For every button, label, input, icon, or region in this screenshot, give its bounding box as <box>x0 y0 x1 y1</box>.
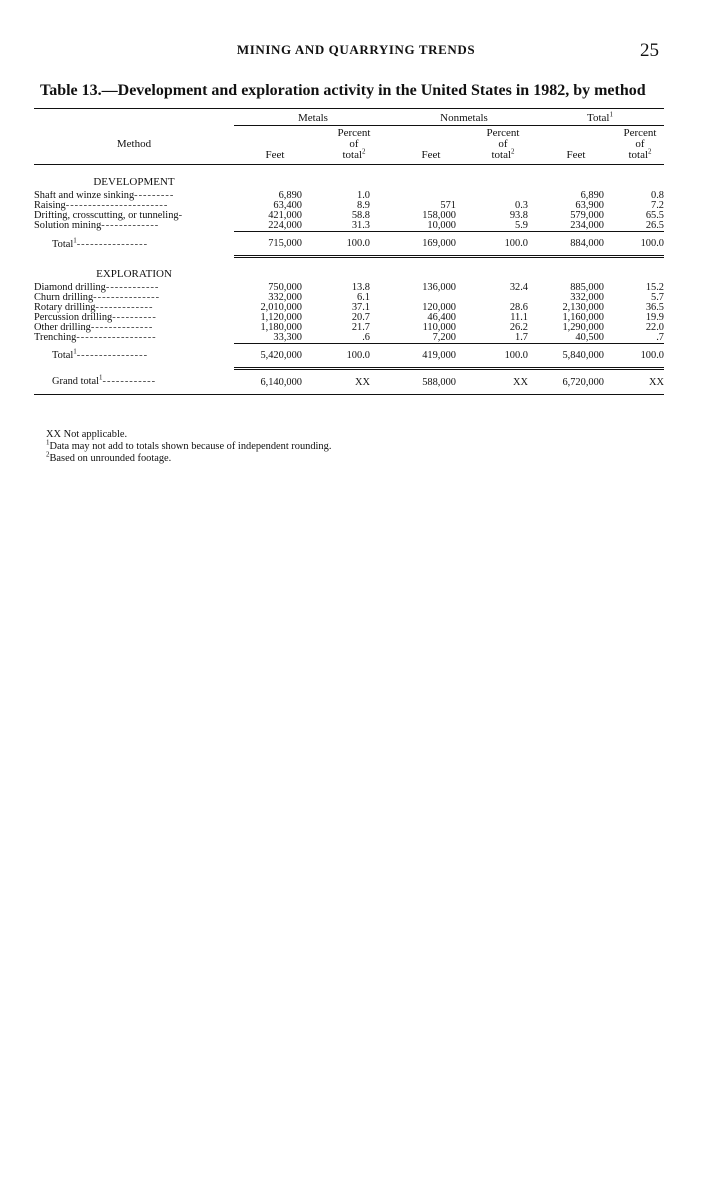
table-row: Drifting, crosscutting, or tunneling- 421,000 58.8 158,000 93.8 579,000 65.5 <box>34 211 664 221</box>
row-method: Churn drilling <box>34 292 94 303</box>
column-header-method: Method <box>116 137 152 150</box>
running-head: MINING AND QUARRYING TRENDS <box>236 42 476 57</box>
column-header-total-feet: Feet <box>566 149 586 161</box>
development-exploration-table <box>34 108 664 395</box>
group-header-metals: Metals <box>234 109 392 126</box>
row-method: Trenching <box>34 332 77 343</box>
footnote-2: $^2$Based on unrounded footage. <box>46 450 172 464</box>
table-row: Other drilling-------------- 1,180,000 21.7 110,000 26.2 1,290,000 22.0 <box>34 322 664 333</box>
row-method: Percussion drilling <box>34 312 113 323</box>
table-row: Churn drilling--------------- 332,000 6.1 332,000 5.7 <box>34 292 664 303</box>
column-header-metals-feet: Feet <box>265 149 285 161</box>
grand-total-row: Grand total$^1$------------ 6,140,000 XX 588,000 XX 6,720,000 XX <box>52 373 664 388</box>
column-header-nonmetals-feet: Feet <box>421 149 441 161</box>
table-row: Solution mining------------- 224,000 31.3 10,000 5.9 234,000 26.5 <box>34 221 664 232</box>
column-header-metals-percent: Percent of total$^2$ <box>337 127 371 161</box>
footnotes <box>46 429 331 465</box>
section-label-exploration: EXPLORATION <box>96 267 172 280</box>
table-row: Diamond drilling------------ 750,000 13.8 136,000 32.4 885,000 15.2 <box>34 282 664 293</box>
row-method: Drifting, crosscutting, or tunneling <box>34 211 179 221</box>
row-method: Diamond drilling <box>34 282 106 293</box>
table-row: Rotary drilling------------- 2,010,000 37.1 120,000 28.6 2,130,000 36.5 <box>34 302 664 313</box>
footnote-xx: XX Not applicable. <box>46 429 128 440</box>
data-table-container <box>34 108 664 395</box>
column-header-nonmetals-percent: Percent of total$^2$ <box>486 127 520 161</box>
row-method: Other drilling <box>34 322 91 333</box>
table-row: Percussion drilling---------- 1,120,000 20.7 46,400 11.1 1,160,000 19.9 <box>34 312 664 323</box>
table-title: Table 13.—Development and exploration activity in the United States in 1982, by method <box>40 82 646 99</box>
footnote-1: $^1$Data may not add to totals shown because of independent rounding. <box>46 438 332 452</box>
group-header-total: Total$^1$ <box>536 109 664 126</box>
table-row: Trenching------------------ 33,300 .6 7,200 1.7 40,500 .7 <box>34 332 664 343</box>
column-header-total-percent: Percent of total$^2$ <box>623 127 657 161</box>
group-header-nonmetals: Nonmetals <box>392 109 536 126</box>
row-method: Rotary drilling <box>34 302 96 313</box>
row-method: Raising <box>34 201 66 211</box>
row-method: Solution mining <box>34 221 102 232</box>
table-row: Raising----------------------- 63,400 8.9 571 0.3 63,900 7.2 <box>34 201 664 211</box>
section-label-development: DEVELOPMENT <box>93 176 175 188</box>
page-number: 25 <box>640 40 659 61</box>
row-method: Shaft and winze sinking <box>34 191 135 201</box>
development-total-row: Total$^1$---------------- 715,000 100.0 169,000 100.0 884,000 100.0 <box>34 232 664 257</box>
table-row: Shaft and winze sinking--------- 6,890 1.0 6,890 0.8 <box>34 191 664 201</box>
exploration-total-row: Total$^1$---------------- 5,420,000 100.0 419,000 100.0 5,840,000 100.0 <box>34 343 664 368</box>
